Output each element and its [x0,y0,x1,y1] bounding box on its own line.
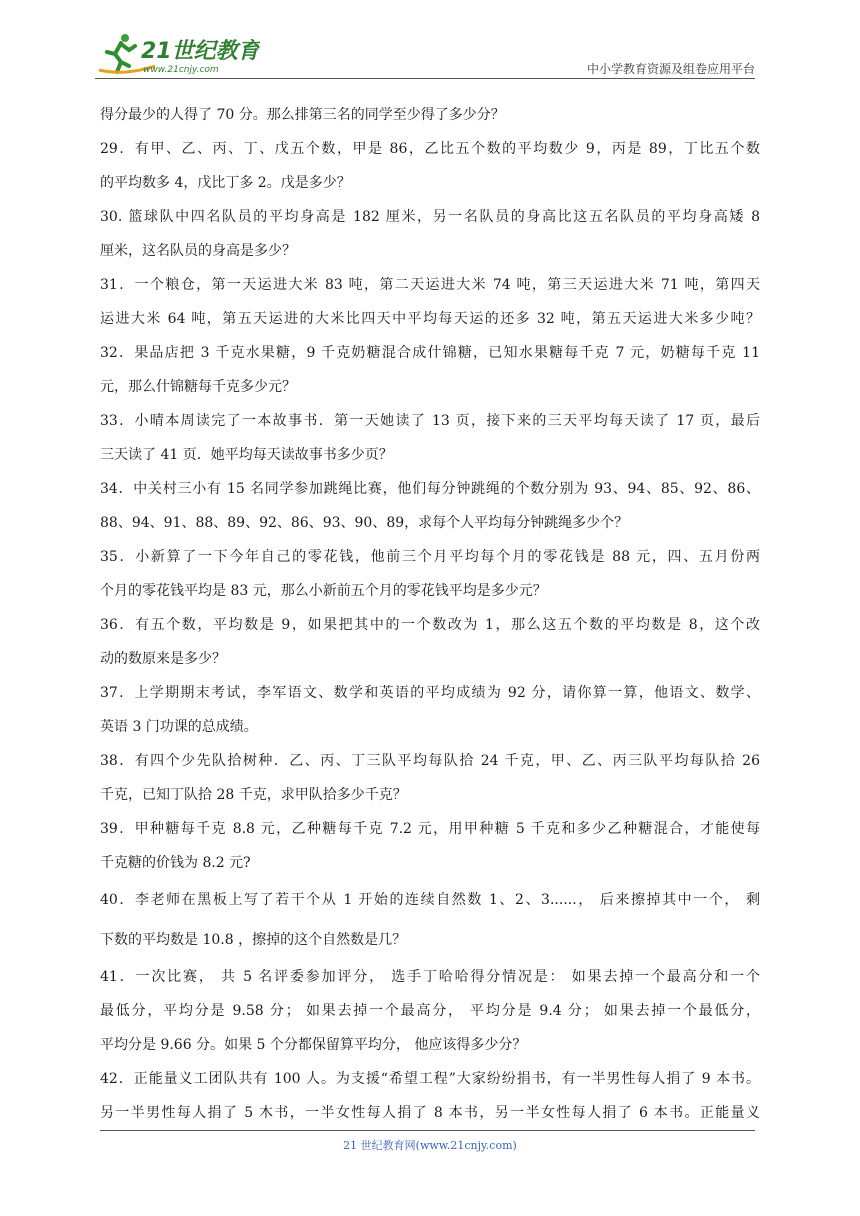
text-line: 三天读了 41 页．她平均每天读故事书多少页？ [100,447,393,463]
logo-21cnjy[interactable] [95,30,260,78]
text-line: 31．一个粮仓，第一天运进大米 83 吨，第二天运进大米 74 吨，第三天运进大米 71 吨，第四天 [100,277,760,293]
text-line: 平均分是 9.66 分。如果 5 个分都保留算平均分， 他应该得多少分？ [100,1037,527,1053]
text-line: 运进大米 64 吨，第五天运进的大米比四天中平均每天运的还多 32 吨，第五天运进大米多少吨？ [100,311,760,327]
text-line: 厘米，这名队员的身高是多少？ [100,243,296,259]
platform-tagline: 中小学教育资源及组卷应用平台 [586,62,755,76]
text-line: 34．中关村三小有 15 名同学参加跳绳比赛，他们每分钟跳绳的个数分别为 93、94、85、92、86、 [100,481,760,497]
text-line: 千克糖的价钱为 8.2 元? [100,855,251,871]
footer-divider [100,1130,755,1131]
page-header [95,30,755,80]
text-line: 下数的平均数是 10.8 ，擦掉的这个自然数是几？ [100,932,407,948]
text-line: 个月的零花钱平均是 83 元，那么小新前五个月的零花钱平均是多少元？ [100,583,547,599]
text-line: 元，那么什锦糖每千克多少元？ [100,379,296,395]
text-line: 动的数原来是多少？ [100,651,226,667]
text-line: 88、94、91、88、89、92、86、93、90、89，求每个人平均每分钟跳绳多少个？ [100,515,629,531]
text-line: 英语 3 门功课的总成绩。 [100,719,258,735]
text-line: 40．李老师在黑板上写了若干个从 1 开始的连续自然数 1、2、3......， 后来擦掉其中一个， 剩 [100,892,760,908]
text-line: 30. 篮球队中四名队员的平均身高是 182 厘米，另一名队员的身高比这五名队员的平均身高矮 8 [100,209,760,225]
question-text [100,98,760,1130]
text-line: 33．小晴本周读完了一本故事书．第一天她读了 13 页，接下来的三天平均每天读了 17 页，最后 [100,413,760,429]
text-line: 42．正能量义工团队共有 100 人。为支援“希望工程”大家纷纷捐书，有一半男性每人捐了 9 本书。 [100,1071,760,1087]
text-line: 35．小新算了一下今年自己的零花钱，他前三个月平均每个月的零花钱是 88 元，四、五月份两 [100,549,760,565]
text-line: 37．上学期期末考试，李军语文、数学和英语的平均成绩为 92 分，请你算一算，他语文、数学、 [100,685,760,701]
text-line: 36．有五个数，平均数是 9，如果把其中的一个数改为 1，那么这五个数的平均数是 8，这个改 [100,617,760,633]
text-line: 最低分，平均分是 9.58 分； 如果去掉一个最高分， 平均分是 9.4 分； 如果去掉一个最低分， [100,1003,760,1019]
text-line: 41．一次比赛， 共 5 名评委参加评分， 选手丁哈哈得分情况是： 如果去掉一个最高分和一个 [100,969,760,985]
text-line: 千克，已知丁队拾 28 千克，求甲队拾多少千克？ [100,787,407,803]
text-line: 39．甲种糖每千克 8.8 元，乙种糖每千克 7.2 元，用甲种糖 5 千克和多少乙种糖混合，才能使每 [100,821,760,837]
header-divider [95,78,755,79]
text-line: 29．有甲、乙、丙、丁、戊五个数，甲是 86，乙比五个数的平均数少 9，丙是 89，丁比五个数 [100,141,760,157]
text-line: 的平均数多 4，戊比丁多 2。戊是多少？ [100,175,351,191]
text-line: 38．有四个少先队拾树种．乙、丙、丁三队平均每队拾 24 千克，甲、乙、丙三队平均每队拾 26 [100,753,760,769]
text-line: 32．果品店把 3 千克水果糖，9 千克奶糖混合成什锦糖，已知水果糖每千克 7 元，奶糖每千克 11 [100,345,760,361]
footer-link[interactable]: 21 世纪教育网(www.21cnjy.com) [343,1139,517,1152]
text-line: 得分最少的人得了 70 分。那么排第三名的同学至少得了多少分？ [100,107,505,123]
logo-url: www.21cnjy.com [143,65,219,75]
logo-text: 21世纪教育 [141,39,260,64]
text-line: 另一半男性每人捐了 5 木书，一半女性每人捐了 8 本书，另一半女性每人捐了 6 本书。正能量义 [100,1105,760,1121]
